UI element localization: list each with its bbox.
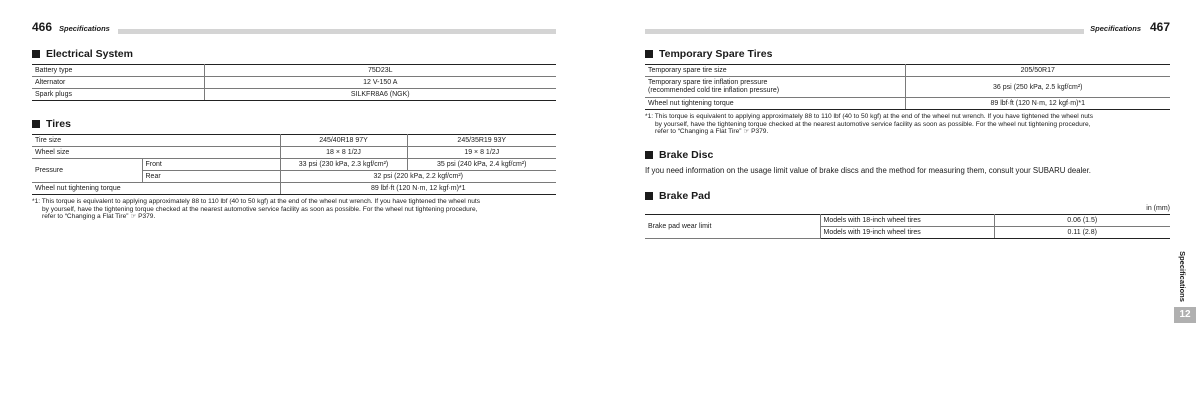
left-page [32, 0, 556, 402]
right-page [645, 0, 1170, 402]
section-tires-title: Tires [32, 117, 556, 131]
square-bullet-icon [645, 192, 653, 200]
section-brake-pad-title: Brake Pad [645, 189, 1170, 203]
table-row: Alternator 12 V-150 A [32, 77, 556, 89]
square-bullet-icon [32, 50, 40, 58]
side-tab-label: Specifications [1177, 251, 1187, 302]
square-bullet-icon [645, 50, 653, 58]
footnote: *1: This torque is equivalent to applying approximately 88 to 110 lbf (40 to 50 kgf) at the end of the wheel nut wrench. If you have tightened the wheel nuts by yourself, have the tightening torque checked at the nearest automotive service facility as soon as possible. For the wheel nut tightening procedure, refer to “Changing a Flat Tire” ☞ P379. [32, 198, 481, 221]
brake-disc-text: If you need information on the usage limit value of brake discs and the method for measuring them, consult your SUBARU dealer. [645, 165, 1091, 175]
table-row: Brake pad wear limit Models with 18-inch wheel tires 0.06 (1.5) [645, 214, 1170, 226]
table-row: Temporary spare tire size 205/50R17 [645, 65, 1170, 77]
table-row: Temporary spare tire inflation pressure (recommended cold tire inflation pressure) 36 psi (250 kPa, 2.5 kgf/cm²) [645, 77, 1170, 98]
table-row: Wheel nut tightening torque 89 lbf·ft (120 N·m, 12 kgf·m)*1 [645, 98, 1170, 110]
table-row: Spark plugs SILKFR8A6 (NGK) [32, 89, 556, 101]
electrical-table [32, 64, 556, 101]
right-page-header [645, 0, 1170, 38]
table-row: Wheel nut tightening torque 89 lbf·ft (120 N·m, 12 kgf·m)*1 [32, 183, 556, 195]
table-row: Wheel size 18 × 8 1/2J 19 × 8 1/2J [32, 147, 556, 159]
square-bullet-icon [645, 151, 653, 159]
table-row: Pressure Front 33 psi (230 kPa, 2.3 kgf/cm²) 35 psi (240 kPa, 2.4 kgf/cm²) [32, 159, 556, 171]
unit-label: in (mm) [1146, 204, 1170, 212]
table-row: Tire size 245/40R18 97Y 245/35R19 93Y [32, 135, 556, 147]
header-title: Specifications [59, 24, 110, 33]
table-row: Battery type 75D23L [32, 65, 556, 77]
section-spare-title: Temporary Spare Tires [645, 47, 1170, 61]
page-number: 466 [32, 20, 53, 34]
section-brake-disc-title: Brake Disc [645, 148, 1170, 162]
table-row: Rear 32 psi (220 kPa, 2.2 kgf/cm²) [32, 171, 556, 183]
spare-table [645, 64, 1170, 110]
header-rule [645, 29, 1084, 34]
left-page-header [32, 0, 556, 38]
header-rule [118, 29, 556, 34]
side-tab-number: 12 [1174, 307, 1196, 323]
page-number: 467 [1149, 20, 1170, 34]
table-row: Models with 19-inch wheel tires 0.11 (2.8) [645, 226, 1170, 238]
header-title: Specifications [1090, 24, 1141, 33]
brake-pad-table [645, 214, 1170, 239]
section-electrical-title: Electrical System [32, 47, 556, 61]
tires-table [32, 134, 556, 195]
footnote: *1: This torque is equivalent to applying approximately 88 to 110 lbf (40 to 50 kgf) at the end of the wheel nut wrench. If you have tightened the wheel nuts by yourself, have the tightening torque checked at the nearest automotive service facility as soon as possible. For the wheel nut tightening procedure, refer to “Changing a Flat Tire” ☞ P379. [645, 113, 1094, 136]
square-bullet-icon [32, 120, 40, 128]
